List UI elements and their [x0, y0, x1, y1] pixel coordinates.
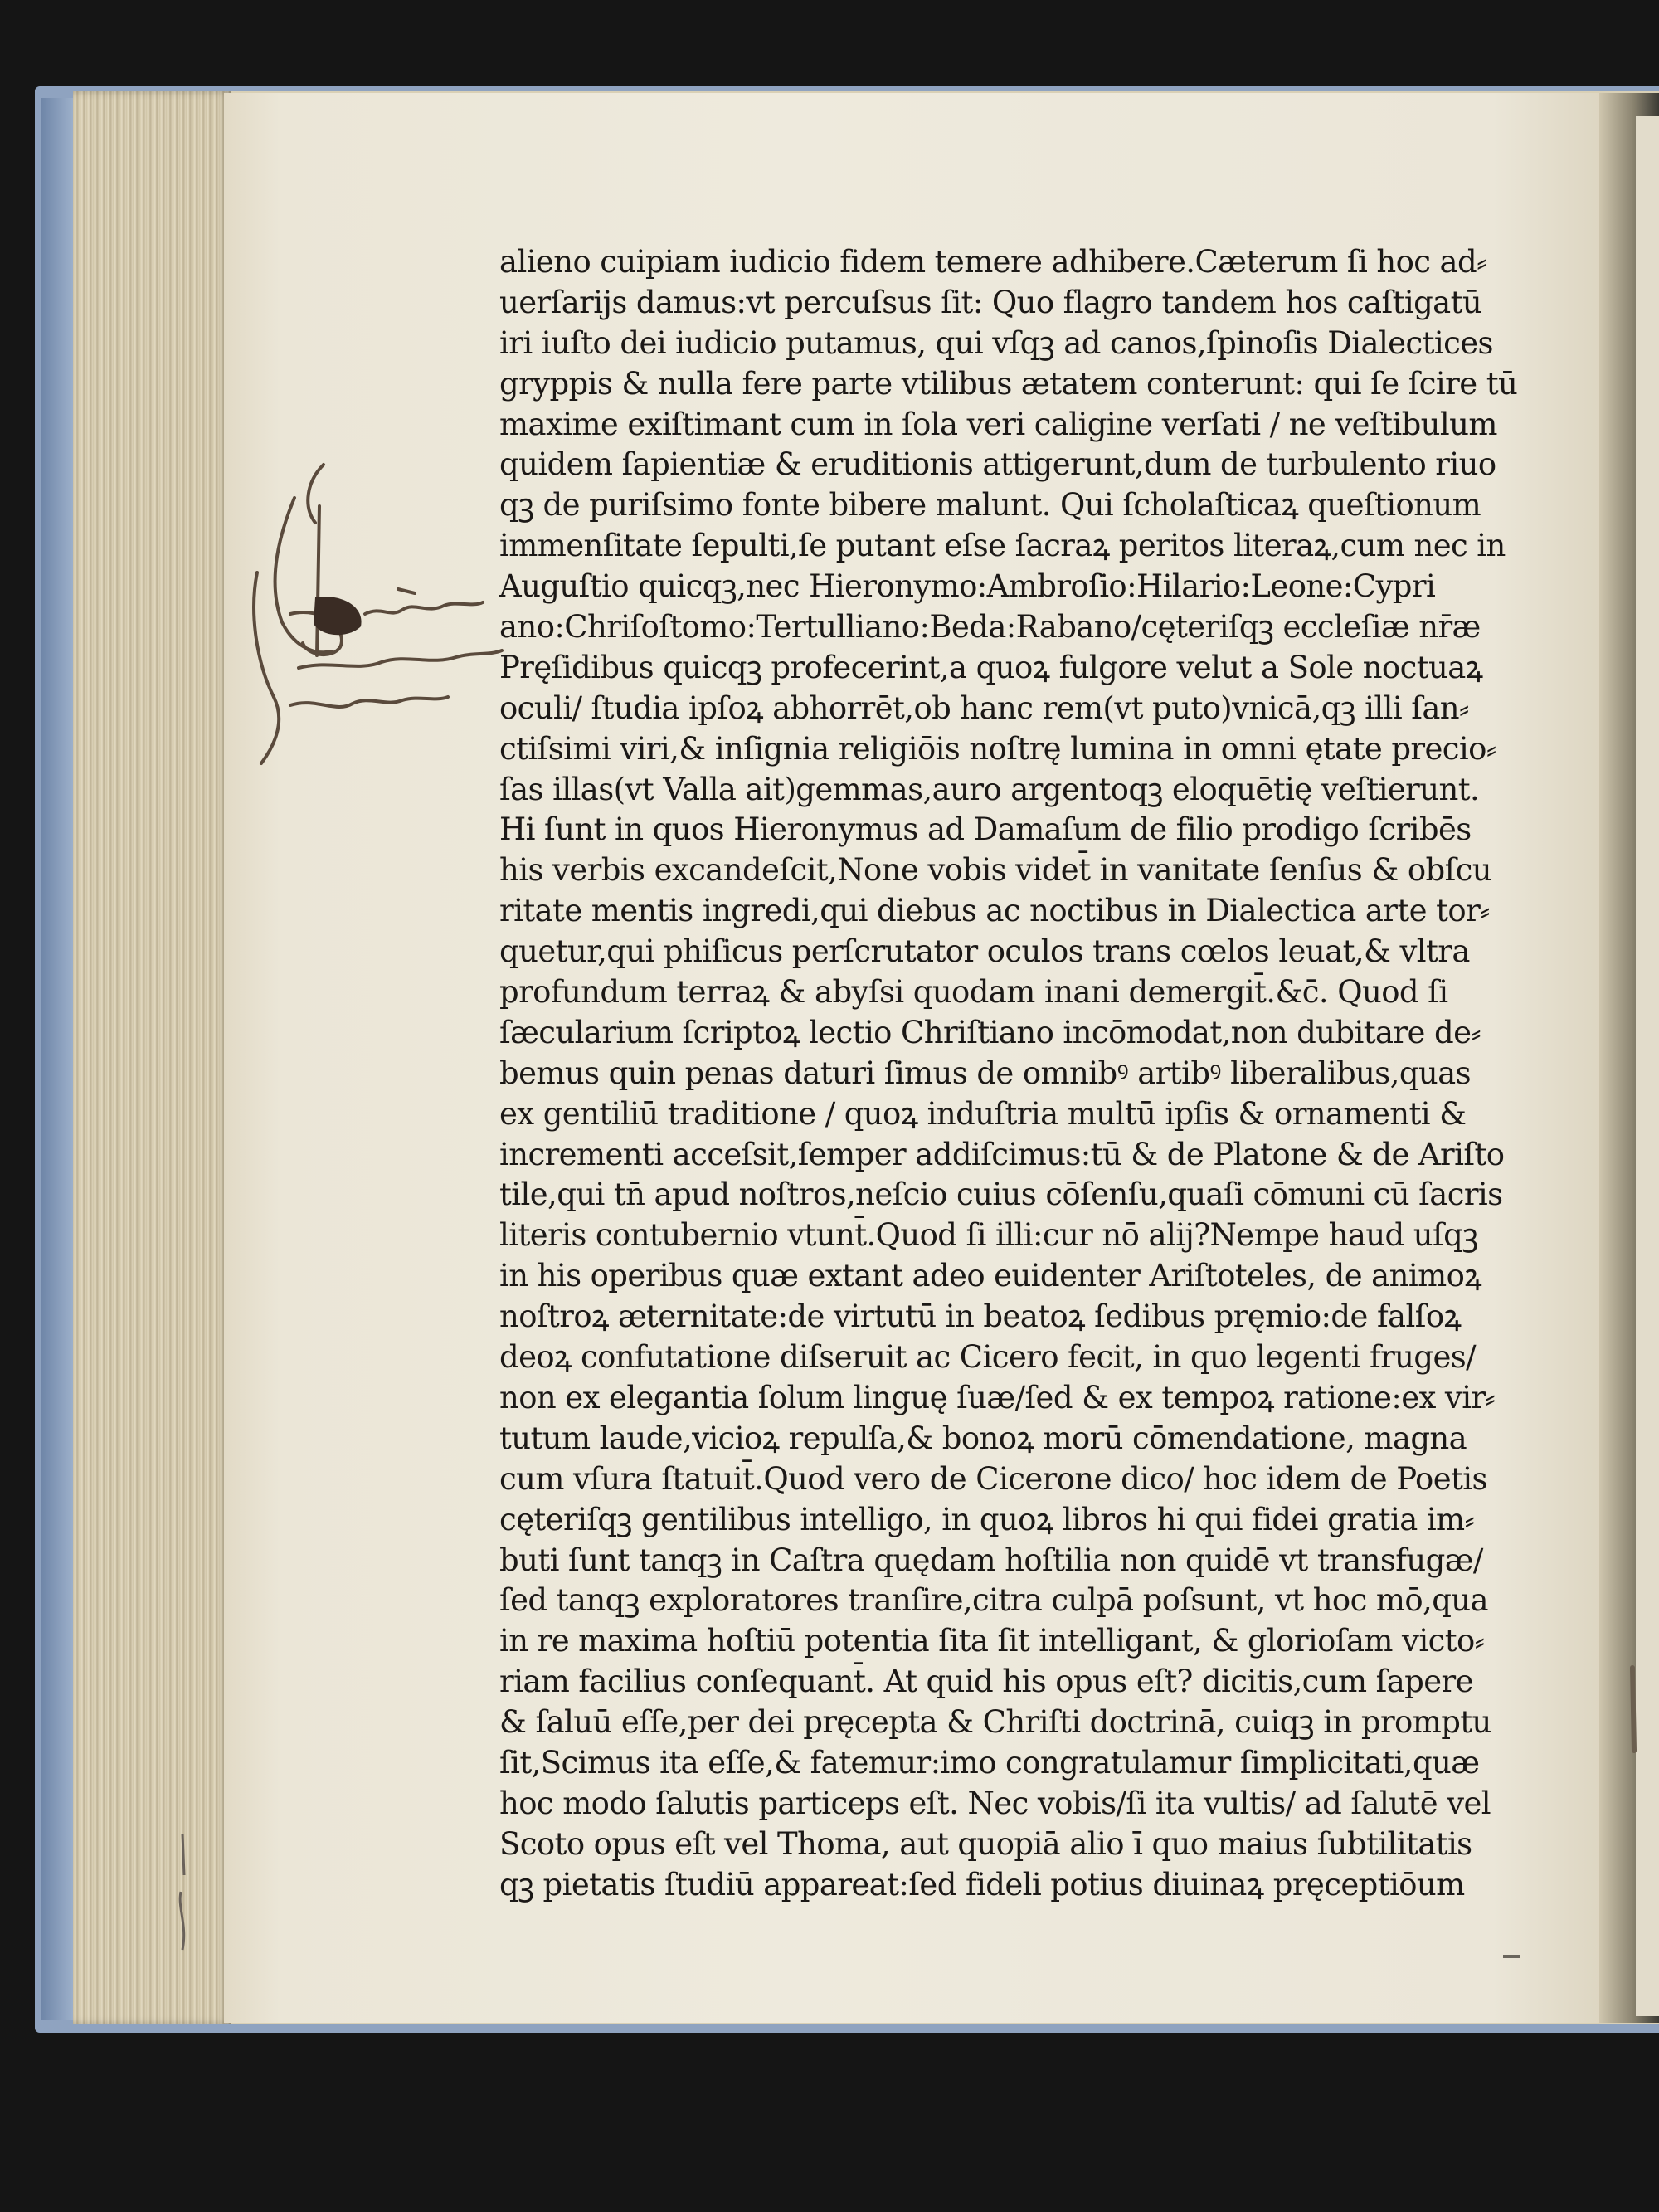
text-line: noſtroꝝ æternitate:de virtutū in beatoꝝ ſedibus pręmio:de falſoꝝ — [499, 1298, 1462, 1335]
text-line: ano:Chriſoſtomo:Tertulliano:Beda:Rabano/cęteriſqꝫ eccleſiæ nr̄æ — [499, 609, 1481, 646]
text-line: tile,qui tn̄ apud noſtros,neſcio cuius cōſenſu,quaſi cōmuni cū ſacris — [499, 1177, 1503, 1213]
page-text — [499, 242, 1528, 1906]
text-line: & ſaluū eſſe,per dei pręcepta & Chriſti doctrinā, cuiqꝫ in promptu — [499, 1704, 1491, 1741]
text-line: his verbis excandeſcit,None vobis videt̄ in vanitate ſenſus & obſcu — [499, 852, 1492, 889]
text-line: buti ſunt tanqꝫ in Caſtra quędam hoſtilia non quidē vt transfugæ/ — [499, 1542, 1483, 1578]
text-line: ſas illas(vt Valla ait)gemmas,auro argentoqꝫ eloquētię veſtierunt. — [499, 771, 1480, 807]
text-line: profundum terraꝝ & abyſsi quodam inani demergit̄.&c̄. Quod ſi — [499, 974, 1448, 1011]
text-line: bemus quin penas daturi ſimus de omnibꝰ artibꝰ liberalibus,quas — [499, 1055, 1471, 1091]
page-edge-mark — [1623, 1659, 1647, 1759]
text-line: literis contubernio vtunt̄.Quod ſi illi:cur nō alij?Nempe haud uſqꝫ — [499, 1217, 1478, 1254]
text-line: cęteriſqꝫ gentilibus intelligo, in quoꝝ libros hi qui fidei gratia im⸗ — [499, 1501, 1475, 1537]
text-line: quetur,qui phiſicus perſcrutator oculos trans cœlos leuat,& vltra — [499, 933, 1470, 970]
text-line: Scoto opus eſt vel Thoma, aut quopiā alio ī quo maius ſubtilitatis — [499, 1825, 1472, 1862]
text-line: gryppis & nulla fere parte vtilibus ætatem conterunt: qui ſe ſcire tū — [499, 365, 1518, 402]
text-line: oculi/ ſtudia ipſoꝝ abhorrēt,ob hanc rem(vt puto)vnicā,qꝫ illi ſan⸗ — [499, 689, 1469, 726]
text-line: ſed tanqꝫ exploratores tranſire,citra culpā poſsunt, vt hoc mō,qua — [499, 1582, 1488, 1619]
text-line: non ex elegantia ſolum linguę ſuæ/ſed & ex tempoꝝ ratione:ex vir⸗ — [499, 1379, 1496, 1415]
text-line: deoꝝ confutatione diſseruit ac Cicero fecit, in quo legenti fruges/ — [499, 1339, 1477, 1376]
text-line: ex gentiliū traditione / quoꝝ induſtria multū ipſis & ornamenti & — [499, 1095, 1467, 1132]
text-line: riam facilius conſequant̄. At quid his opus eſt? dicitis,cum ſapere — [499, 1664, 1473, 1700]
text-line: ritate mentis ingredi,qui diebus ac noctibus in Dialectica arte tor⸗ — [499, 893, 1490, 929]
text-line: alieno cuipiam iudicio fidem temere adhibere.Cæterum ſi hoc ad⸗ — [499, 244, 1486, 280]
text-line: ſit,Scimus ita eſſe,& fatemur:imo congratulamur ſimplicitati,quæ — [499, 1744, 1480, 1781]
text-line: cum vſura ſtatuit̄.Quod vero de Cicerone dico/ hoc idem de Poetis — [499, 1460, 1487, 1497]
text-line: qꝫ de puriſsimo fonte bibere malunt. Qui ſcholaſticaꝝ queſtionum — [499, 487, 1481, 524]
text-line: Auguſtio quicqꝫ,nec Hieronymo:Ambroſio:Hilario:Leone:Cypri — [499, 568, 1436, 605]
text-line: uerſarijs damus:vt percuſsus ſit: Quo flagro tandem hos caſtigatū — [499, 284, 1482, 320]
handwritten-marginal-annotation — [224, 448, 506, 797]
text-line: quidem ſapientiæ & eruditionis attigerunt,dum de turbulento riuo — [499, 446, 1496, 483]
catchword-mark — [1503, 1955, 1520, 1958]
text-line: Pręſidibus quicqꝫ profecerint,a quoꝝ fulgore velut a Sole noctuaꝝ — [499, 649, 1483, 685]
text-line: tutum laude,vicioꝝ repulſa,& bonoꝝ morū cōmendatione, magna — [499, 1420, 1467, 1456]
text-line: hoc modo ſalutis particeps eſt. Nec vobis/ſi ita vultis/ ad ſalutē vel — [499, 1785, 1491, 1821]
text-line: incrementi acceſsit,ſemper addiſcimus:tū & de Platone & de Ariſto — [499, 1136, 1505, 1172]
text-line: Hi ſunt in quos Hieronymus ad Damaſum de filio prodigo ſcribēs — [499, 811, 1472, 848]
text-line: iri iuſto dei iudicio putamus, qui vſqꝫ ad canos,ſpinoſis Dialectices — [499, 324, 1493, 361]
cover-edge — [41, 98, 75, 2020]
text-line: ctiſsimi viri,& inſignia religiōis noſtrę lumina in omni ętate precio⸗ — [499, 730, 1496, 767]
text-line: immenſitate ſepulti,ſe putant eſse ſacraꝝ peritos literaꝝ,cum nec in — [499, 528, 1506, 564]
text-line: in re maxima hoſtiū potentia ſita ſit intelligant, & glorioſam victo⸗ — [499, 1623, 1485, 1659]
text-line: maxime exiſtimant cum in ſola veri caligine verſati / ne veſtibulum — [499, 406, 1497, 442]
page-fore-edge — [73, 91, 231, 2024]
text-line: qꝫ pietatis ſtudiū appareat:ſed fideli potius diuinaꝝ pręceptiōum — [499, 1866, 1465, 1903]
text-line: in his operibus quæ extant adeo euidenter Ariſtoteles, de animoꝝ — [499, 1258, 1482, 1294]
text-line: ſæcularium ſcriptoꝝ lectio Chriſtiano incōmodat,non dubitare de⸗ — [499, 1014, 1481, 1050]
margin-bracket-mark — [174, 1825, 191, 1958]
